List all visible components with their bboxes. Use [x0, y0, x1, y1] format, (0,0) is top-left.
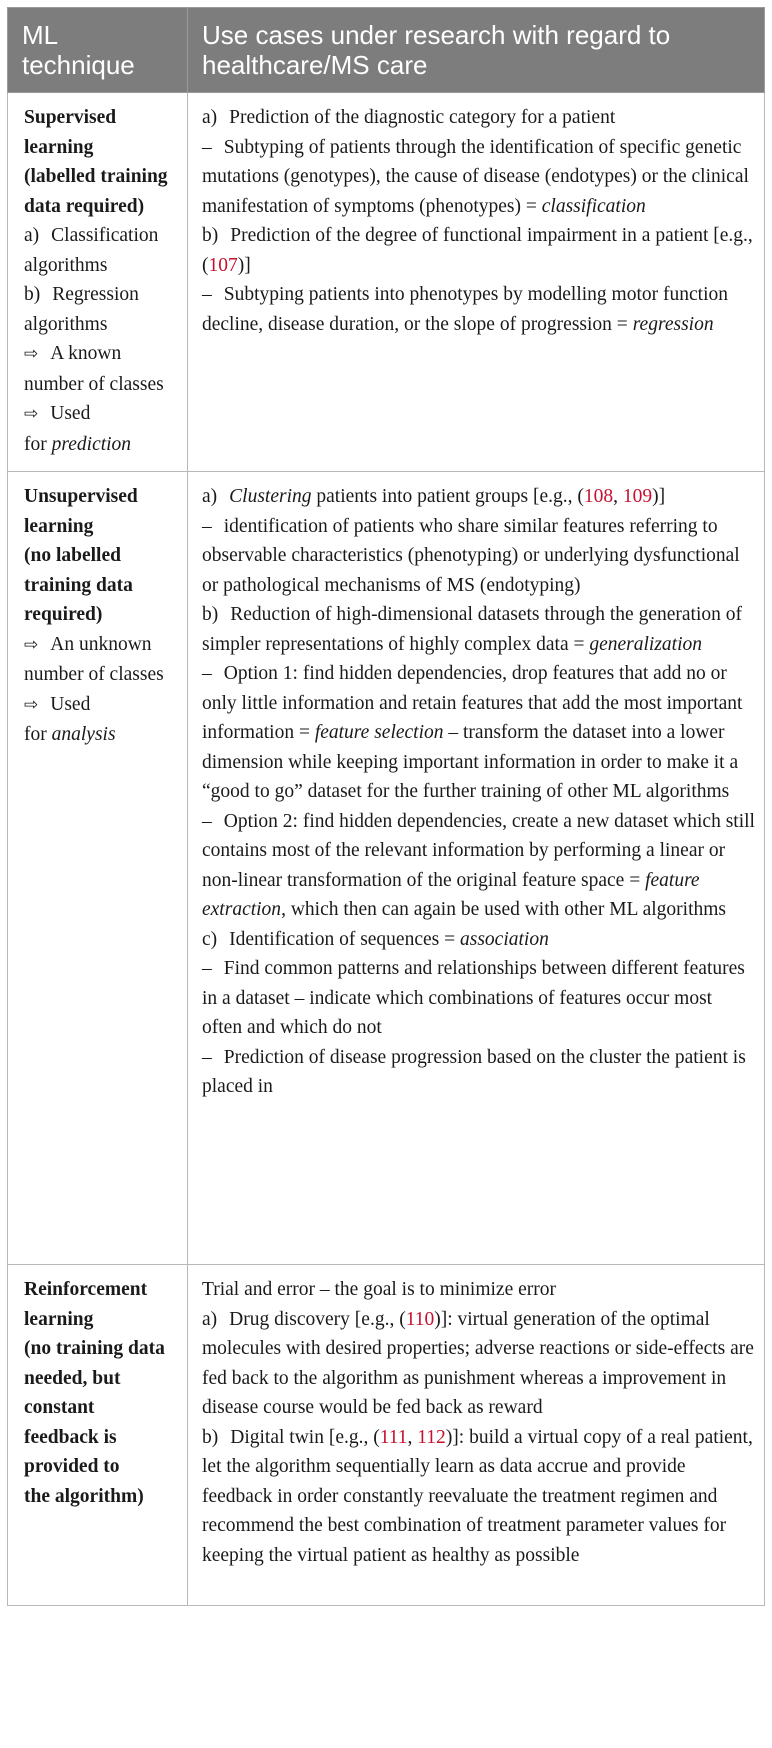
- arrow-right-icon: ⇨: [24, 634, 39, 655]
- arrow-right-icon: ⇨: [24, 404, 39, 424]
- usecase-cell-reinforcement: Trial and error – the goal is to minimize error a) Drug discovery [e.g., (110)]: virtual generation of the optimal molecules with desired properties; adverse reactions or side-effects are fed back to the algorithm as punishment whereas a improvement in disease course would be fed back as reward b) Digital twin [e.g., (111, 112)]: build a virtual copy of a real patient, let the algorithm sequentially learn as data accrue and provide feedback in order constantly reevaluate the treatment regimen and recommend the best combination of treatment parameter values for keeping the virtual patient as healthy as possible: [188, 1265, 765, 1606]
- dash: –: [202, 515, 212, 537]
- technique-item: for analysis: [24, 724, 116, 745]
- technique-item: for prediction: [24, 433, 132, 455]
- technique-item: b) Regression: [24, 284, 139, 305]
- reference-link[interactable]: 107: [208, 254, 238, 276]
- technique-title-line: Reinforcement: [24, 1279, 148, 1300]
- dash: –: [202, 663, 212, 684]
- arrow-right-icon: ⇨: [24, 344, 39, 364]
- technique-cell-unsupervised: [8, 472, 188, 1265]
- technique-title-line: data required): [24, 195, 145, 217]
- usecase-label: a): [202, 486, 218, 507]
- technique-title-line: Unsupervised: [24, 486, 138, 507]
- dash: –: [202, 810, 212, 832]
- table-header-row: [8, 8, 765, 93]
- dash: –: [202, 284, 212, 305]
- arrow-right-icon: ⇨: [24, 694, 39, 715]
- header-ml-technique: ML technique: [8, 8, 188, 93]
- technique-title-line: provided to: [24, 1456, 120, 1477]
- usecase-label: b): [202, 225, 219, 246]
- technique-title-line: required): [24, 604, 103, 625]
- technique-title-line: learning: [24, 515, 94, 537]
- reference-link[interactable]: 110: [405, 1308, 435, 1330]
- technique-item: ⇨ A known: [24, 343, 122, 364]
- technique-title-line: the algorithm): [24, 1485, 144, 1507]
- technique-cell-supervised: [8, 93, 188, 472]
- technique-item: number of classes: [24, 373, 164, 395]
- ml-techniques-table: [7, 7, 765, 1606]
- technique-item: number of classes: [24, 664, 164, 685]
- technique-title-line: Supervised: [24, 107, 117, 128]
- technique-item: algorithms: [24, 313, 108, 335]
- usecase-label: c): [202, 928, 218, 950]
- table-row-supervised: [8, 93, 765, 472]
- dash: –: [202, 136, 212, 158]
- technique-item: ⇨ An unknown: [24, 633, 152, 655]
- table-row-reinforcement: [8, 1265, 765, 1606]
- usecase-label: b): [202, 604, 219, 625]
- technique-title-line: learning: [24, 1308, 94, 1330]
- header-use-cases: Use cases under research with regard to healthcare/MS care: [188, 8, 765, 93]
- usecase-label: a): [202, 107, 218, 128]
- usecase-cell-supervised: a) Prediction of the diagnostic category for a patient – Subtyping of patients through the identification of specific genetic mutations (genotypes), the cause of disease (endotypes) or the clinical manifestation of symptoms (phenotypes) = classification b) Prediction of the degree of functional impairment in a patient [e.g., (107)] – Subtyping patients into phenotypes by modelling motor function decline, disease duration, or the slope of progression = regression: [188, 93, 765, 472]
- technique-title-line: (no labelled: [24, 545, 121, 566]
- technique-title-line: needed, but: [24, 1367, 121, 1389]
- reference-link[interactable]: 111: [379, 1426, 408, 1448]
- table-row-unsupervised: [8, 472, 765, 1265]
- dash: –: [202, 958, 212, 979]
- technique-cell-reinforcement: [8, 1265, 188, 1606]
- reference-link[interactable]: 109: [622, 486, 653, 507]
- usecase-intro: Trial and error – the goal is to minimize error: [202, 1279, 556, 1300]
- technique-item: algorithms: [24, 254, 108, 276]
- technique-item: ⇨ Used: [24, 403, 91, 424]
- technique-item: a) Classification: [24, 225, 159, 246]
- usecase-cell-unsupervised: a) Clustering patients into patient groups [e.g., (108, 109)] – identification of patients who share similar features referring to observable characteristics (phenotyping) or underlying dysfunctional or pathological mechanisms of MS (endotyping) b) Reduction of high-dimensional datasets through the generation of simpler representations of highly complex data = generalization – Option 1: find hidden dependencies, drop features that add no or only little information and retain features that add the most important information = feature selection – transform the dataset into a lower dimension while keeping important information in order to make it a “good to go” dataset for the further training of other ML algorithms – Option 2: find hidden dependencies, create a new dataset which still contains most of the relevant information by performing a linear or non-linear transformation of the original feature space = feature extraction, which then can again be used with other ML algorithms c) Identification of sequences = association – Find common patterns and relationships between different features in a dataset – indicate which combinations of features occur most often and which do not – Prediction of disease progression based on the cluster the patient is placed in: [188, 472, 765, 1265]
- technique-title-line: training data: [24, 574, 133, 596]
- technique-title-line: (no training data: [24, 1338, 165, 1359]
- reference-link[interactable]: 112: [417, 1426, 446, 1448]
- technique-title-line: feedback is: [24, 1426, 117, 1448]
- reference-link[interactable]: 108: [583, 486, 614, 507]
- technique-title-line: learning: [24, 136, 94, 158]
- usecase-label: a): [202, 1308, 218, 1330]
- technique-title-line: (labelled training: [24, 166, 168, 187]
- dash: –: [202, 1046, 212, 1068]
- technique-title-line: constant: [24, 1397, 95, 1418]
- usecase-label: b): [202, 1426, 219, 1448]
- technique-item: ⇨ Used: [24, 693, 91, 715]
